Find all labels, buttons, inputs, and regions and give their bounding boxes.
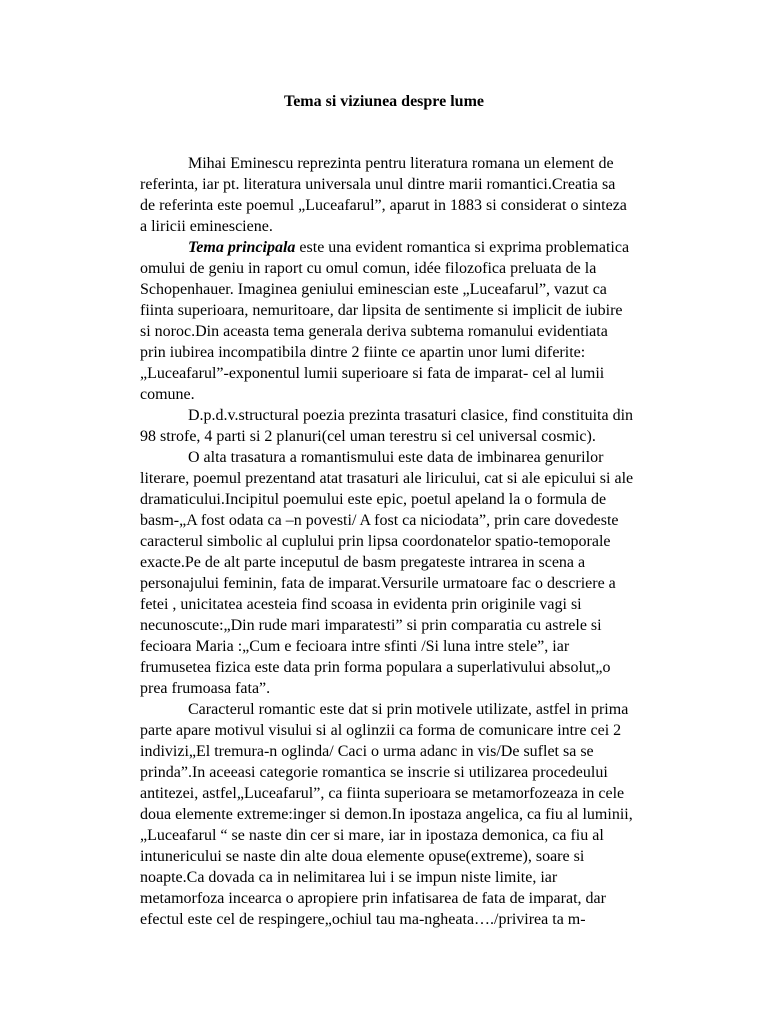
paragraph-5 bbox=[140, 699, 633, 930]
text-line: caracterul simbolic al cuplului prin lipsa coordonatelor spatio-temoporale bbox=[140, 533, 611, 550]
highlight-term: Tema principala bbox=[188, 239, 296, 256]
text-line: necunoscute:„Din rude mari imparatesti” si prin comparatia cu astrele si bbox=[140, 617, 602, 634]
text-line: fiinta superioara, nemuritoare, dar lipsita de sentimente si implicit de iubire bbox=[140, 302, 623, 319]
text-line: antitezei, astfel„Luceafarul”, ca fiinta superioara se metamorfozeaza in cele bbox=[140, 785, 625, 802]
text-fragment: este una evident romantica si exprima problematica bbox=[295, 239, 630, 256]
text-line: basm-„A fost odata ca –n povesti/ A fost ca niciodata”, prin care dovedeste bbox=[140, 512, 619, 529]
text-line: fetei , unicitatea acesteia find scoasa in evidenta prin originile vagi si bbox=[140, 596, 582, 613]
text-line: personajului feminin, fata de imparat.Versurile urmatoare fac o descriere a bbox=[140, 575, 616, 592]
text-line: intunericului se naste din alte doua elemente opuse(extreme), soare si bbox=[140, 848, 585, 865]
text-line: fecioara Maria :„Cum e fecioara intre sfinti /Si luna intre stele”, iar bbox=[140, 638, 570, 655]
text-line: frumusetea fizica este data prin forma populara a superlativului absolut„o bbox=[140, 659, 611, 676]
text-line: D.p.d.v.structural poezia prezinta trasaturi clasice, find constituita din bbox=[188, 407, 634, 424]
text-line: Schopenhauer. Imaginea geniului eminescian este „Luceafarul”, vazut ca bbox=[140, 281, 607, 298]
text-line bbox=[140, 237, 630, 258]
text-line: prinda”.In aceeasi categorie romantica se inscrie si utilizarea procedeului bbox=[140, 764, 608, 781]
text-line: prin iubirea incompatibila dintre 2 fiinte ce apartin unor lumi diferite: bbox=[140, 344, 586, 361]
text-line: parte apare motivul visului si al oglinzii ca forma de comunicare intre cei 2 bbox=[140, 722, 622, 739]
text-line: doua elemente extreme:inger si demon.In ipostaza angelica, ca fiu al luminii, bbox=[140, 806, 633, 823]
text-line: Mihai Eminescu reprezinta pentru literatura romana un element de bbox=[188, 155, 614, 172]
text-line: de referinta este poemul „Luceafarul”, aparut in 1883 si considerat o sinteza bbox=[140, 197, 627, 214]
text-line: referinta, iar pt. literatura universala unul dintre marii romantici.Creatia sa bbox=[140, 176, 616, 193]
text-line: metamorfoza incearca o apropiere prin infatisarea de fata de imparat, dar bbox=[140, 890, 606, 907]
text-line: comune. bbox=[140, 386, 195, 403]
text-line: literare, poemul prezentand atat trasaturi ale liricului, cat si ale epicului si ale bbox=[140, 470, 634, 487]
text-line: dramaticului.Incipitul poemului este epic, poetul apeland la o formula de bbox=[140, 491, 607, 508]
text-line: „Luceafarul “ se naste din cer si mare, iar in ipostaza demonica, ca fiu al bbox=[140, 827, 604, 844]
paragraph-1 bbox=[140, 153, 630, 237]
text-line: indivizi„El tremura-n oglinda/ Caci o urma adanc in vis/De suflet sa se bbox=[140, 743, 594, 760]
document-title: Tema si viziunea despre lume bbox=[283, 93, 484, 110]
document-body bbox=[140, 153, 634, 930]
text-line: Caracterul romantic este dat si prin motivele utilizate, astfel in prima bbox=[188, 701, 629, 718]
text-line: exacte.Pe de alt parte inceputul de basm pregateste intrarea in scena a bbox=[140, 554, 586, 571]
text-line: 98 strofe, 4 parti si 2 planuri(cel uman terestru si cel universal cosmic). bbox=[140, 428, 596, 445]
paragraph-3 bbox=[140, 405, 634, 447]
paragraph-2 bbox=[140, 237, 630, 405]
text-line: omului de geniu in raport cu omul comun, idée filozofica preluata de la bbox=[140, 260, 597, 277]
text-line: a liricii eminesciene. bbox=[140, 218, 273, 235]
text-line: noapte.Ca dovada ca in nelimitarea lui i se impun niste limite, iar bbox=[140, 869, 558, 886]
paragraph-4 bbox=[140, 447, 634, 699]
text-line: efectul este cel de respingere„ochiul tau ma-ngheata…./privirea ta m- bbox=[140, 911, 586, 928]
text-line: „Luceafarul”-exponentul lumii superioare si fata de imparat- cel al lumii bbox=[140, 365, 605, 382]
text-line: si noroc.Din aceasta tema generala deriva subtema romanului evidentiata bbox=[140, 323, 608, 340]
text-line: prea frumoasa fata”. bbox=[140, 680, 271, 697]
text-line: O alta trasatura a romantismului este data de imbinarea genurilor bbox=[188, 449, 604, 466]
